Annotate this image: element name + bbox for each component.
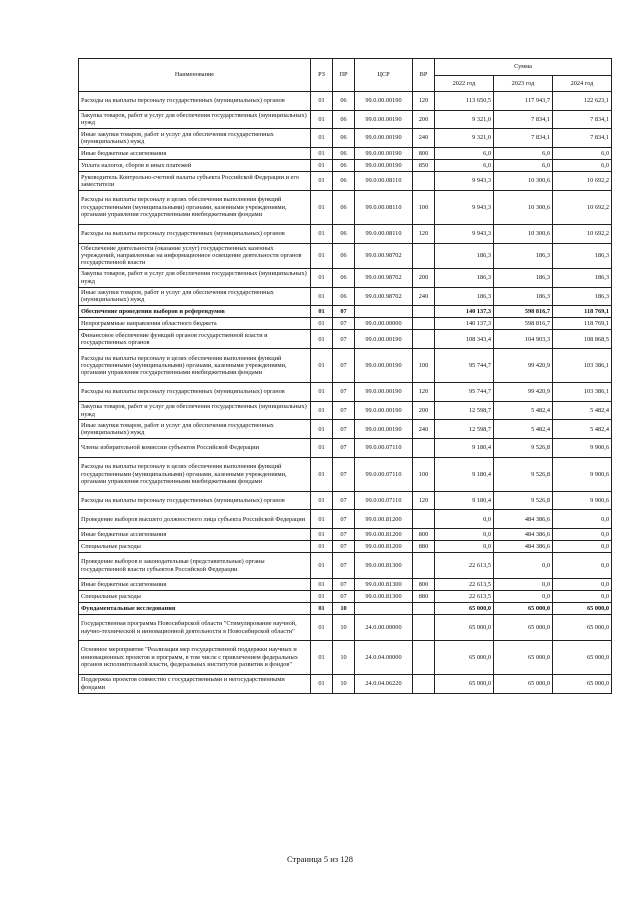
row-value-2023: 6,0 bbox=[494, 147, 553, 159]
table-row bbox=[79, 306, 612, 318]
row-value-2023: 9 526,8 bbox=[494, 491, 553, 510]
row-vr: 800 bbox=[413, 147, 435, 159]
row-value-2023: 598 816,7 bbox=[494, 306, 553, 318]
row-pr: 06 bbox=[333, 147, 355, 159]
table-row bbox=[79, 224, 612, 243]
row-csr bbox=[355, 306, 413, 318]
table-row bbox=[79, 268, 612, 287]
row-pr: 07 bbox=[333, 510, 355, 529]
row-value-2022: 9 943,3 bbox=[435, 190, 494, 224]
row-value-2024: 118 769,1 bbox=[553, 318, 612, 330]
row-csr: 99.0.00.98702 bbox=[355, 243, 413, 268]
row-value-2024: 103 386,1 bbox=[553, 349, 612, 383]
header-name: Наименование bbox=[79, 59, 311, 92]
row-pr: 07 bbox=[333, 578, 355, 590]
row-value-2023: 5 482,4 bbox=[494, 401, 553, 420]
row-rz: 01 bbox=[311, 224, 333, 243]
row-value-2023: 186,3 bbox=[494, 268, 553, 287]
row-name: Члены избирательной комиссии субъектов Российской Федерации bbox=[79, 439, 311, 458]
row-csr: 99.0.00.00190 bbox=[355, 330, 413, 349]
table-row bbox=[79, 243, 612, 268]
row-pr: 06 bbox=[333, 268, 355, 287]
row-value-2022: 65 000,0 bbox=[435, 640, 494, 674]
row-value-2022: 140 137,3 bbox=[435, 318, 494, 330]
row-value-2023: 7 834,1 bbox=[494, 129, 553, 148]
row-vr: 100 bbox=[413, 349, 435, 383]
row-rz: 01 bbox=[311, 110, 333, 129]
row-name: Расходы на выплаты персоналу государственных (муниципальных) органов bbox=[79, 491, 311, 510]
row-name: Проведение выборов в законодательные (представительные) органы государственной власти субъектов Российской Федерации bbox=[79, 553, 311, 578]
row-csr: 99.0.00.00190 bbox=[355, 349, 413, 383]
row-csr: 99.0.00.07110 bbox=[355, 457, 413, 491]
row-value-2024: 10 692,2 bbox=[553, 172, 612, 191]
row-pr: 06 bbox=[333, 190, 355, 224]
budget-table-container bbox=[78, 58, 611, 694]
row-name: Специальные расходы bbox=[79, 590, 311, 602]
table-row bbox=[79, 110, 612, 129]
row-name: Государственная программа Новосибирской области "Стимулирование научной, научно-технической и инновационной деятельности в Новосибирской области" bbox=[79, 615, 311, 640]
row-value-2022: 9 180,4 bbox=[435, 491, 494, 510]
row-value-2024: 6,0 bbox=[553, 147, 612, 159]
row-value-2023: 6,0 bbox=[494, 159, 553, 171]
row-value-2023: 186,3 bbox=[494, 243, 553, 268]
row-value-2022: 9 321,0 bbox=[435, 129, 494, 148]
row-value-2023: 484 386,6 bbox=[494, 510, 553, 529]
table-row bbox=[79, 674, 612, 693]
row-pr: 07 bbox=[333, 306, 355, 318]
table-row bbox=[79, 510, 612, 529]
row-rz: 01 bbox=[311, 318, 333, 330]
row-value-2024: 122 623,1 bbox=[553, 92, 612, 111]
row-rz: 01 bbox=[311, 615, 333, 640]
row-vr bbox=[413, 243, 435, 268]
row-name: Обеспечение деятельности (оказание услуг) государственных казенных учреждений, направленные на информационное освещение деятельности органов государственной власти bbox=[79, 243, 311, 268]
row-csr: 99.0.00.00190 bbox=[355, 147, 413, 159]
row-csr: 99.0.00.00190 bbox=[355, 159, 413, 171]
row-value-2022: 22 613,5 bbox=[435, 553, 494, 578]
row-value-2023: 484 386,6 bbox=[494, 541, 553, 553]
row-pr: 07 bbox=[333, 541, 355, 553]
row-vr bbox=[413, 640, 435, 674]
row-pr: 07 bbox=[333, 553, 355, 578]
row-pr: 07 bbox=[333, 383, 355, 402]
table-row bbox=[79, 615, 612, 640]
row-value-2022: 186,3 bbox=[435, 287, 494, 306]
row-vr: 120 bbox=[413, 92, 435, 111]
row-value-2024: 0,0 bbox=[553, 541, 612, 553]
table-row bbox=[79, 383, 612, 402]
row-vr: 200 bbox=[413, 268, 435, 287]
row-value-2023: 0,0 bbox=[494, 590, 553, 602]
row-rz: 01 bbox=[311, 439, 333, 458]
table-row bbox=[79, 129, 612, 148]
row-vr: 850 bbox=[413, 159, 435, 171]
row-rz: 01 bbox=[311, 401, 333, 420]
row-pr: 07 bbox=[333, 590, 355, 602]
row-vr bbox=[413, 306, 435, 318]
row-value-2024: 9 900,6 bbox=[553, 439, 612, 458]
row-rz: 01 bbox=[311, 578, 333, 590]
row-vr: 200 bbox=[413, 401, 435, 420]
row-csr: 99.0.00.07110 bbox=[355, 491, 413, 510]
row-rz: 01 bbox=[311, 287, 333, 306]
row-csr: 99.0.00.08110 bbox=[355, 224, 413, 243]
row-value-2023: 7 834,1 bbox=[494, 110, 553, 129]
row-value-2023: 99 420,9 bbox=[494, 349, 553, 383]
row-csr: 99.0.00.00190 bbox=[355, 110, 413, 129]
row-value-2024: 186,3 bbox=[553, 268, 612, 287]
row-vr: 100 bbox=[413, 457, 435, 491]
row-vr: 120 bbox=[413, 383, 435, 402]
row-pr: 06 bbox=[333, 92, 355, 111]
row-csr: 99.0.00.00190 bbox=[355, 401, 413, 420]
row-value-2024: 0,0 bbox=[553, 578, 612, 590]
row-value-2022: 0,0 bbox=[435, 541, 494, 553]
row-rz: 01 bbox=[311, 541, 333, 553]
row-value-2024: 186,3 bbox=[553, 287, 612, 306]
row-rz: 01 bbox=[311, 553, 333, 578]
header-csr: ЦСР bbox=[355, 59, 413, 92]
row-csr: 24.0.00.00000 bbox=[355, 615, 413, 640]
row-rz: 01 bbox=[311, 243, 333, 268]
row-value-2024: 10 692,2 bbox=[553, 190, 612, 224]
row-rz: 01 bbox=[311, 129, 333, 148]
row-rz: 01 bbox=[311, 92, 333, 111]
row-vr: 240 bbox=[413, 420, 435, 439]
table-row bbox=[79, 172, 612, 191]
row-vr: 880 bbox=[413, 541, 435, 553]
row-value-2023: 65 000,0 bbox=[494, 615, 553, 640]
row-name: Фундаментальные исследования bbox=[79, 603, 311, 615]
row-value-2024: 0,0 bbox=[553, 529, 612, 541]
row-pr: 10 bbox=[333, 615, 355, 640]
row-value-2024: 5 482,4 bbox=[553, 420, 612, 439]
row-rz: 01 bbox=[311, 510, 333, 529]
row-pr: 07 bbox=[333, 330, 355, 349]
table-row bbox=[79, 420, 612, 439]
row-value-2024: 103 386,1 bbox=[553, 383, 612, 402]
page-number: Страница 5 из 128 bbox=[286, 854, 354, 864]
row-value-2023: 10 300,6 bbox=[494, 224, 553, 243]
row-value-2023: 9 526,8 bbox=[494, 457, 553, 491]
header-pr: ПР bbox=[333, 59, 355, 92]
table-row bbox=[79, 541, 612, 553]
row-value-2022: 0,0 bbox=[435, 529, 494, 541]
row-value-2024: 65 000,0 bbox=[553, 674, 612, 693]
row-value-2022: 6,0 bbox=[435, 147, 494, 159]
row-value-2024: 9 900,6 bbox=[553, 491, 612, 510]
row-csr bbox=[355, 603, 413, 615]
row-name: Расходы на выплаты персоналу государственных (муниципальных) органов bbox=[79, 224, 311, 243]
row-value-2022: 12 598,7 bbox=[435, 401, 494, 420]
row-value-2022: 22 613,5 bbox=[435, 590, 494, 602]
row-csr: 99.0.00.00190 bbox=[355, 420, 413, 439]
row-value-2023: 9 526,8 bbox=[494, 439, 553, 458]
row-value-2022: 65 000,0 bbox=[435, 615, 494, 640]
row-csr: 99.0.00.81300 bbox=[355, 590, 413, 602]
table-row bbox=[79, 457, 612, 491]
table-row bbox=[79, 349, 612, 383]
row-rz: 01 bbox=[311, 529, 333, 541]
row-csr: 99.0.00.00000 bbox=[355, 318, 413, 330]
row-value-2024: 118 769,1 bbox=[553, 306, 612, 318]
row-value-2023: 65 000,0 bbox=[494, 674, 553, 693]
row-value-2022: 0,0 bbox=[435, 510, 494, 529]
row-vr: 800 bbox=[413, 578, 435, 590]
row-csr: 99.0.00.07110 bbox=[355, 439, 413, 458]
row-value-2024: 6,0 bbox=[553, 159, 612, 171]
row-vr bbox=[413, 615, 435, 640]
table-row bbox=[79, 640, 612, 674]
row-value-2022: 140 137,3 bbox=[435, 306, 494, 318]
row-value-2022: 186,3 bbox=[435, 268, 494, 287]
row-pr: 06 bbox=[333, 287, 355, 306]
row-rz: 01 bbox=[311, 147, 333, 159]
row-vr: 240 bbox=[413, 129, 435, 148]
row-name: Расходы на выплаты персоналу государственных (муниципальных) органов bbox=[79, 92, 311, 111]
table-row bbox=[79, 578, 612, 590]
row-vr bbox=[413, 603, 435, 615]
row-value-2022: 6,0 bbox=[435, 159, 494, 171]
row-pr: 10 bbox=[333, 674, 355, 693]
row-pr: 06 bbox=[333, 224, 355, 243]
row-name: Расходы на выплаты персоналу государственных (муниципальных) органов bbox=[79, 383, 311, 402]
row-vr: 200 bbox=[413, 110, 435, 129]
row-value-2022: 12 598,7 bbox=[435, 420, 494, 439]
row-rz: 01 bbox=[311, 674, 333, 693]
row-value-2024: 9 900,6 bbox=[553, 457, 612, 491]
row-rz: 01 bbox=[311, 383, 333, 402]
row-name: Уплата налогов, сборов и иных платежей bbox=[79, 159, 311, 171]
table-row bbox=[79, 590, 612, 602]
row-pr: 06 bbox=[333, 172, 355, 191]
row-name: Проведение выборов высшего должностного лица субъекта Российской Федерации bbox=[79, 510, 311, 529]
table-row bbox=[79, 318, 612, 330]
table-row bbox=[79, 190, 612, 224]
row-value-2023: 484 386,6 bbox=[494, 529, 553, 541]
table-row bbox=[79, 553, 612, 578]
row-name: Расходы на выплаты персоналу в целях обеспечения выполнения функций государственными (муниципальными) органами, казенными учреждениями, органами управления государственными внебюджетными фондами bbox=[79, 190, 311, 224]
row-rz: 01 bbox=[311, 590, 333, 602]
row-csr: 99.0.00.00190 bbox=[355, 383, 413, 402]
row-csr: 99.0.00.98702 bbox=[355, 268, 413, 287]
row-csr: 99.0.00.98702 bbox=[355, 287, 413, 306]
row-name: Обеспечение проведения выборов и референдумов bbox=[79, 306, 311, 318]
row-name: Финансовое обеспечение функций органов государственной власти и государственных органов bbox=[79, 330, 311, 349]
row-csr: 99.0.00.08110 bbox=[355, 190, 413, 224]
row-csr: 99.0.00.08110 bbox=[355, 172, 413, 191]
row-value-2022: 9 180,4 bbox=[435, 439, 494, 458]
row-rz: 01 bbox=[311, 190, 333, 224]
row-value-2023: 99 420,9 bbox=[494, 383, 553, 402]
row-pr: 06 bbox=[333, 159, 355, 171]
row-pr: 07 bbox=[333, 439, 355, 458]
table-row bbox=[79, 529, 612, 541]
row-csr: 24.0.04.00000 bbox=[355, 640, 413, 674]
row-vr: 100 bbox=[413, 190, 435, 224]
row-rz: 01 bbox=[311, 349, 333, 383]
row-csr: 99.0.00.81200 bbox=[355, 541, 413, 553]
table-body bbox=[79, 92, 612, 694]
row-value-2022: 9 943,3 bbox=[435, 172, 494, 191]
header-year-2022: 2022 год bbox=[435, 76, 494, 92]
row-value-2022: 186,3 bbox=[435, 243, 494, 268]
row-name: Расходы на выплаты персоналу в целях обеспечения выполнения функций государственными (муниципальными) органами, казенными учреждениями, органами управления государственными внебюджетными фондами bbox=[79, 457, 311, 491]
row-value-2024: 0,0 bbox=[553, 510, 612, 529]
row-rz: 01 bbox=[311, 268, 333, 287]
row-value-2022: 95 744,7 bbox=[435, 349, 494, 383]
row-value-2023: 10 300,6 bbox=[494, 172, 553, 191]
row-value-2023: 5 482,4 bbox=[494, 420, 553, 439]
row-rz: 01 bbox=[311, 603, 333, 615]
row-csr: 99.0.00.81200 bbox=[355, 510, 413, 529]
row-name: Расходы на выплаты персоналу в целях обеспечения выполнения функций государственными (муниципальными) органами, казенными учреждениями, органами управления государственными внебюджетными фондами bbox=[79, 349, 311, 383]
row-value-2023: 65 000,0 bbox=[494, 603, 553, 615]
row-rz: 01 bbox=[311, 330, 333, 349]
row-value-2023: 598 816,7 bbox=[494, 318, 553, 330]
header-year-2024: 2024 год bbox=[553, 76, 612, 92]
row-pr: 07 bbox=[333, 491, 355, 510]
table-row bbox=[79, 603, 612, 615]
row-value-2022: 95 744,7 bbox=[435, 383, 494, 402]
row-name: Основное мероприятие "Реализация мер государственной поддержки научных и инновационных проектов и программ, в том числе с привлечением федеральных органов исполнительной власти, федеральных институтов развития и фондов" bbox=[79, 640, 311, 674]
row-name: Поддержка проектов совместно с государственными и негосударственными фондами bbox=[79, 674, 311, 693]
row-rz: 01 bbox=[311, 457, 333, 491]
row-value-2024: 65 000,0 bbox=[553, 603, 612, 615]
table-row bbox=[79, 330, 612, 349]
row-csr: 99.0.00.00190 bbox=[355, 92, 413, 111]
row-rz: 01 bbox=[311, 159, 333, 171]
row-pr: 07 bbox=[333, 318, 355, 330]
row-name: Закупка товаров, работ и услуг для обеспечения государственных (муниципальных) нужд bbox=[79, 110, 311, 129]
header-rz: РЗ bbox=[311, 59, 333, 92]
row-name: Руководитель Контрольно-счетной палаты субъекта Российской Федерации и его заместители bbox=[79, 172, 311, 191]
row-pr: 10 bbox=[333, 603, 355, 615]
row-vr: 120 bbox=[413, 224, 435, 243]
row-csr: 99.0.00.81200 bbox=[355, 529, 413, 541]
row-rz: 01 bbox=[311, 420, 333, 439]
row-name: Непрограммные направления областного бюджета bbox=[79, 318, 311, 330]
row-value-2024: 65 000,0 bbox=[553, 615, 612, 640]
table-row bbox=[79, 147, 612, 159]
row-value-2024: 7 834,1 bbox=[553, 129, 612, 148]
row-rz: 01 bbox=[311, 306, 333, 318]
row-pr: 06 bbox=[333, 110, 355, 129]
row-value-2023: 104 903,3 bbox=[494, 330, 553, 349]
row-value-2022: 108 343,4 bbox=[435, 330, 494, 349]
row-vr bbox=[413, 439, 435, 458]
row-vr bbox=[413, 172, 435, 191]
row-value-2023: 0,0 bbox=[494, 578, 553, 590]
row-pr: 07 bbox=[333, 529, 355, 541]
budget-table bbox=[78, 58, 612, 694]
row-value-2023: 10 300,6 bbox=[494, 190, 553, 224]
row-value-2022: 65 000,0 bbox=[435, 674, 494, 693]
row-csr: 99.0.00.81300 bbox=[355, 553, 413, 578]
row-vr: 800 bbox=[413, 529, 435, 541]
row-pr: 07 bbox=[333, 349, 355, 383]
row-pr: 07 bbox=[333, 401, 355, 420]
row-value-2023: 65 000,0 bbox=[494, 640, 553, 674]
row-value-2024: 65 000,0 bbox=[553, 640, 612, 674]
row-value-2022: 65 000,0 bbox=[435, 603, 494, 615]
header-vr: ВР bbox=[413, 59, 435, 92]
row-value-2022: 9 943,3 bbox=[435, 224, 494, 243]
row-name: Иные бюджетные ассигнования bbox=[79, 529, 311, 541]
row-pr: 07 bbox=[333, 420, 355, 439]
row-value-2023: 117 943,7 bbox=[494, 92, 553, 111]
row-vr bbox=[413, 318, 435, 330]
row-pr: 10 bbox=[333, 640, 355, 674]
table-row bbox=[79, 491, 612, 510]
row-pr: 06 bbox=[333, 129, 355, 148]
row-name: Иные закупки товаров, работ и услуг для обеспечения государственных (муниципальных) нужд bbox=[79, 129, 311, 148]
row-value-2022: 9 180,4 bbox=[435, 457, 494, 491]
table-row bbox=[79, 92, 612, 111]
row-rz: 01 bbox=[311, 172, 333, 191]
row-vr: 880 bbox=[413, 590, 435, 602]
row-vr bbox=[413, 330, 435, 349]
row-csr: 24.0.04.06220 bbox=[355, 674, 413, 693]
header-year-2023: 2023 год bbox=[494, 76, 553, 92]
row-value-2024: 0,0 bbox=[553, 590, 612, 602]
row-value-2024: 0,0 bbox=[553, 553, 612, 578]
row-name: Иные бюджетные ассигнования bbox=[79, 578, 311, 590]
row-name: Закупка товаров, работ и услуг для обеспечения государственных (муниципальных) нужд bbox=[79, 268, 311, 287]
row-vr: 120 bbox=[413, 491, 435, 510]
row-name: Иные закупки товаров, работ и услуг для обеспечения государственных (муниципальных) нужд bbox=[79, 287, 311, 306]
row-value-2022: 113 650,5 bbox=[435, 92, 494, 111]
row-name: Иные закупки товаров, работ и услуг для обеспечения государственных (муниципальных) нужд bbox=[79, 420, 311, 439]
row-value-2022: 22 613,5 bbox=[435, 578, 494, 590]
header-sum: Сумма bbox=[435, 59, 612, 76]
row-value-2023: 0,0 bbox=[494, 553, 553, 578]
row-value-2024: 10 692,2 bbox=[553, 224, 612, 243]
row-csr: 99.0.00.81300 bbox=[355, 578, 413, 590]
row-value-2024: 108 868,5 bbox=[553, 330, 612, 349]
row-value-2022: 9 321,0 bbox=[435, 110, 494, 129]
row-pr: 06 bbox=[333, 243, 355, 268]
row-name: Закупка товаров, работ и услуг для обеспечения государственных (муниципальных) нужд bbox=[79, 401, 311, 420]
row-vr: 240 bbox=[413, 287, 435, 306]
row-rz: 01 bbox=[311, 640, 333, 674]
table-row bbox=[79, 159, 612, 171]
table-row bbox=[79, 439, 612, 458]
table-row bbox=[79, 401, 612, 420]
row-name: Специальные расходы bbox=[79, 541, 311, 553]
row-vr bbox=[413, 553, 435, 578]
row-rz: 01 bbox=[311, 491, 333, 510]
row-value-2023: 186,3 bbox=[494, 287, 553, 306]
row-vr bbox=[413, 674, 435, 693]
table-row bbox=[79, 287, 612, 306]
row-name: Иные бюджетные ассигнования bbox=[79, 147, 311, 159]
row-vr bbox=[413, 510, 435, 529]
row-csr: 99.0.00.00190 bbox=[355, 129, 413, 148]
row-value-2024: 5 482,4 bbox=[553, 401, 612, 420]
row-value-2024: 186,3 bbox=[553, 243, 612, 268]
row-value-2024: 7 834,1 bbox=[553, 110, 612, 129]
row-pr: 07 bbox=[333, 457, 355, 491]
